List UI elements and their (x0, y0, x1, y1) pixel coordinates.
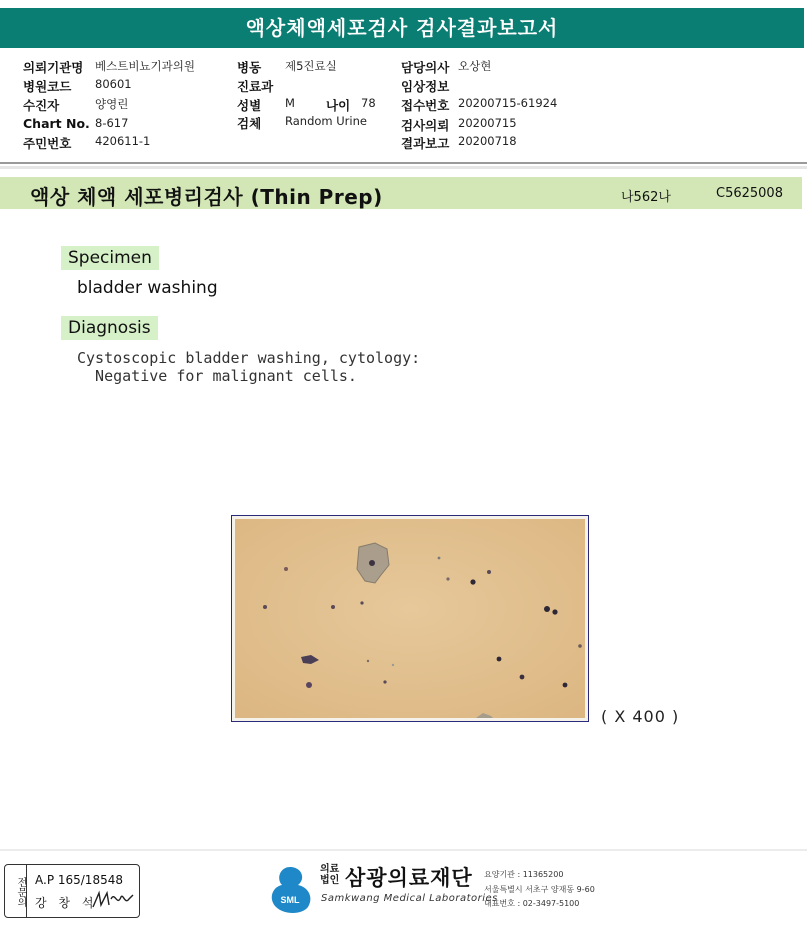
magnification-label: ( X 400 ) (601, 707, 680, 726)
patient-label: 수진자 (23, 98, 60, 113)
request-date-value: 20200715 (458, 116, 517, 130)
patient-info-panel (0, 52, 807, 164)
lab-corp-type: 의료법인 (320, 864, 340, 886)
specimen-type-label: 검체 (237, 116, 262, 131)
specimen-type-value: Random Urine (285, 114, 367, 128)
patient-value: 양영린 (95, 97, 129, 111)
lab-code: 요양기관 : 11365200 (484, 870, 564, 879)
sex-value: M (285, 96, 295, 110)
ward-value: 제5진료실 (285, 59, 337, 73)
sml-logo-icon (268, 865, 316, 915)
handwritten-signature (91, 889, 135, 911)
lab-name: 삼광의료재단 (345, 866, 473, 890)
section-header (0, 177, 802, 209)
lab-phone: 대표번호 : 02-3497-5100 (484, 899, 580, 908)
lab-english-name: Samkwang Medical Laboratories (321, 893, 498, 904)
section-title: 액상 체액 세포병리검사 (Thin Prep) (30, 185, 383, 209)
diagnosis-line-2: Negative for malignant cells. (77, 367, 357, 385)
doctor-value: 오상현 (458, 59, 492, 73)
request-date-label: 검사의뢰 (401, 118, 450, 133)
ap-number: A.P 165/18548 (35, 873, 123, 887)
diagnosis-heading: Diagnosis (61, 316, 158, 340)
hospital-code-label: 병원코드 (23, 79, 72, 94)
resident-no-label: 주민번호 (23, 136, 72, 151)
age-value: 78 (361, 96, 376, 110)
microscope-image (231, 515, 589, 722)
sex-label: 성별 (237, 98, 262, 113)
test-code: 나562나 (621, 190, 671, 205)
order-code: C5625008 (716, 186, 783, 201)
resident-no-value: 420611-1 (95, 134, 151, 148)
accession-no-value: 20200715-61924 (458, 96, 558, 110)
department-label: 진료과 (237, 79, 274, 94)
hospital-code-value: 80601 (95, 77, 132, 91)
chart-no-value: 8-617 (95, 116, 129, 130)
diagnosis-line-1: Cystoscopic bladder washing, cytology: (77, 349, 421, 367)
chart-no-label: Chart No. (23, 116, 90, 131)
accession-no-label: 접수번호 (401, 98, 450, 113)
institution-label: 의뢰기관명 (23, 60, 84, 75)
report-date-value: 20200718 (458, 134, 517, 148)
specimen-heading: Specimen (61, 246, 159, 270)
pathologist-name: 강 창 석 (35, 896, 98, 910)
cytology-micrograph (235, 519, 585, 718)
lab-address: 서울특별시 서초구 양재동 9-60 (484, 885, 595, 894)
signer-role: 전문의 (5, 865, 27, 917)
logo-abbrev: SML (280, 895, 300, 905)
ward-label: 병동 (237, 60, 262, 75)
clinical-info-label: 임상정보 (401, 79, 450, 94)
specimen-value: bladder washing (77, 278, 218, 298)
report-title: 액상체액세포검사 검사결과보고서 (0, 8, 804, 48)
institution-value: 베스트비뇨기과의원 (95, 59, 195, 73)
doctor-label: 담당의사 (401, 60, 450, 75)
age-label: 나이 (326, 98, 351, 113)
divider (0, 166, 807, 169)
pathologist-signature-box (4, 864, 140, 918)
report-date-label: 결과보고 (401, 136, 450, 151)
